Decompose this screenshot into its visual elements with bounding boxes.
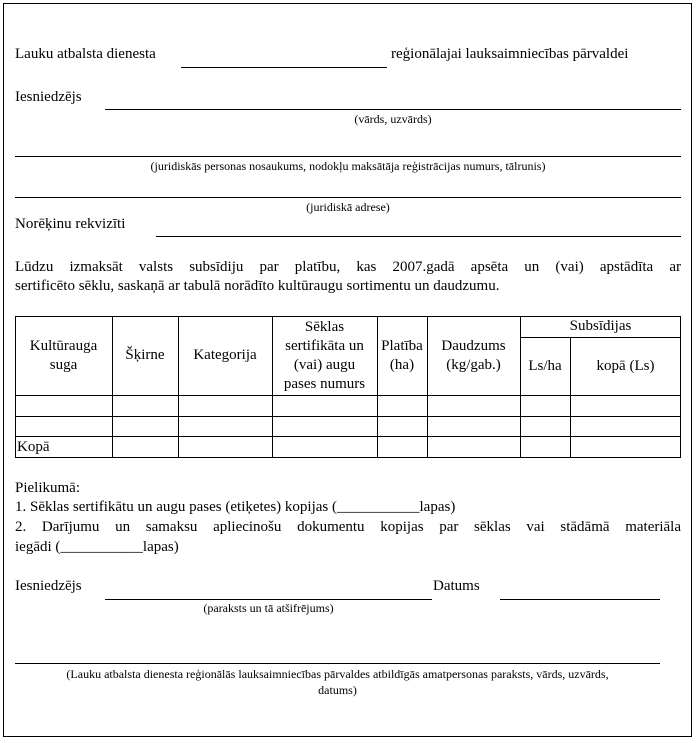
- request-line-2: sertificēto sēklu, saskaņā ar tabulā norādīto kultūraugu sortimentu un daudzumu.: [15, 278, 500, 294]
- bank-details-field[interactable]: [156, 236, 681, 237]
- header-area: Platība (ha): [381, 337, 423, 373]
- name-caption: (vārds, uzvārds): [354, 112, 432, 126]
- service-name-field[interactable]: [181, 67, 387, 68]
- legal-person-caption: (juridiskās personas nosaukums, nodokļu maksātāja reģistrācijas numurs, tālrunis): [150, 159, 546, 173]
- header-variety: Šķirne: [125, 347, 165, 363]
- bank-details-label: Norēķinu rekvizīti: [15, 216, 126, 232]
- table-row[interactable]: [15, 395, 681, 416]
- header-crop-species: Kultūrauga suga: [29, 337, 98, 373]
- crop-table: [15, 316, 681, 458]
- official-signature-field[interactable]: [15, 663, 660, 664]
- service-label: Lauku atbalsta dienesta: [15, 46, 156, 62]
- total-row-label: Kopā: [17, 439, 50, 455]
- regional-label: reģionālajai lauksaimniecības pārvaldei: [391, 46, 629, 62]
- header-certificate: Sēklas sertifikāta un (vai) augu pases numurs: [283, 318, 366, 392]
- signature-caption: (paraksts un tā atšifrējums): [203, 601, 334, 615]
- header-subsidies: Subsīdijas: [569, 318, 632, 334]
- table-row[interactable]: [15, 416, 681, 436]
- header-quantity: Daudzums (kg/gab.): [441, 337, 506, 373]
- official-caption-line-1: (Lauku atbalsta dienesta reģionālās lauksaimniecības pārvaldes atbildīgās amatpersonas paraksts, vārds, uzvārds,: [66, 667, 609, 681]
- official-caption-line-2: datums): [318, 683, 357, 697]
- legal-address-caption: (juridiskā adrese): [306, 200, 390, 214]
- applicant-label: Iesniedzējs: [15, 89, 82, 105]
- request-line-1: Lūdzu izmaksāt valsts subsīdiju par platību, kas 2007.gadā apsēta un (vai) apstādīta ar: [15, 259, 681, 275]
- attachment-item-2-line-2: iegādi (___________lapas): [15, 539, 179, 555]
- legal-address-field[interactable]: [15, 197, 681, 198]
- legal-person-field[interactable]: [15, 156, 681, 157]
- applicant-name-field[interactable]: [105, 109, 681, 110]
- attachment-item-2-line-1: 2. Darījumu un samaksu apliecinošu dokumentu kopijas par sēklas vai stādāmā materiāla: [15, 519, 681, 535]
- header-category: Kategorija: [193, 347, 257, 363]
- attachments-heading: Pielikumā:: [15, 480, 80, 496]
- attachment-item-1: 1. Sēklas sertifikātu un augu pases (etiķetes) kopijas (___________lapas): [15, 499, 456, 515]
- date-label: Datums: [433, 578, 480, 594]
- date-field[interactable]: [500, 599, 660, 600]
- header-per-ha: Ls/ha: [528, 357, 562, 374]
- signature-field[interactable]: [105, 599, 432, 600]
- header-total: kopā (Ls): [596, 357, 655, 374]
- signature-applicant-label: Iesniedzējs: [15, 578, 82, 594]
